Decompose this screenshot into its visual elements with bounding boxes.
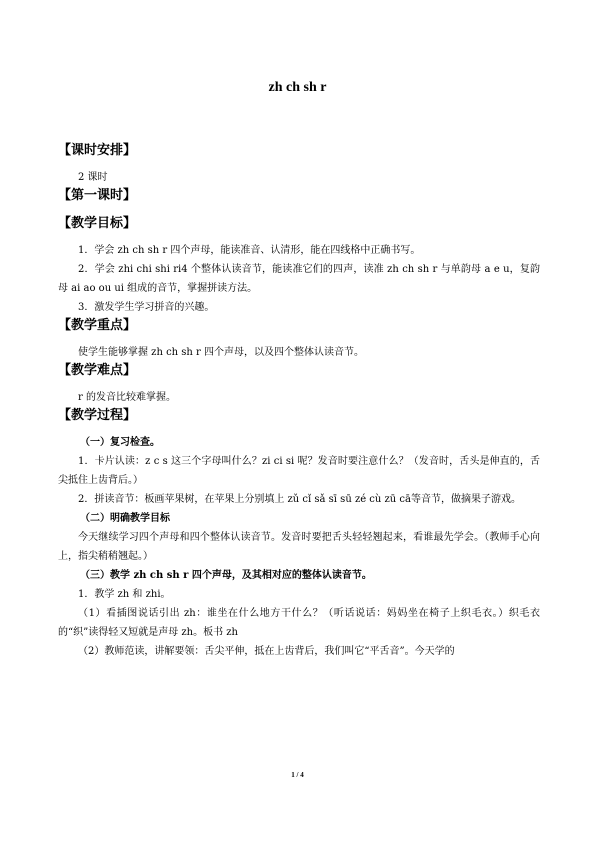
heading-goals: 【教学目标】 — [58, 216, 137, 231]
process-part3-item-1: 1．教学 zh 和 zhi。 — [78, 589, 171, 600]
heading-first-lesson: 【第一课时】 — [58, 188, 137, 203]
goal-item-2: 2．学会 zhi chi shi ri4 个整体认读音节，能读准它们的四声，读准 zh ch sh r 与单韵母 a e u，复韵母 ai ao ou ui 组成的音节，掌握拼读方法。 — [58, 264, 540, 294]
schedule-text: 2 课时 — [78, 172, 108, 183]
difficulties-text: r 的发音比较难掌握。 — [78, 392, 176, 403]
key-points-text: 使学生能够掌握 zh ch sh r 四个声母，以及四个整体认读音节。 — [78, 347, 364, 358]
process-part2-item-1: 今天继续学习四个声母和四个整体认读音节。发音时要把舌头轻轻翘起来，看谁最先学会。（教师手心向上，指尖稍稍翘起。） — [58, 532, 540, 562]
process-part1-title: （一）复习检查。 — [80, 437, 160, 448]
page-title: zh ch sh r — [268, 80, 327, 95]
heading-difficulties: 【教学难点】 — [58, 363, 137, 378]
process-part1-item-2: 2．拼读音节：板画苹果树，在苹果上分别填上 zǔ cǐ sǎ sī sū zé cù zū cā等音节，做摘果子游戏。 — [78, 494, 521, 505]
page-number: 1 / 4 — [291, 771, 304, 779]
process-part1-item-1: 1．卡片认读：z c s 这三个字母叫什么？zi ci si 呢？发音时要注意什么？（发音时，舌头是伸直的，舌尖抵住上齿背后。） — [58, 456, 540, 486]
document-body — [58, 142, 540, 661]
heading-process: 【教学过程】 — [58, 408, 137, 423]
process-part3-item-2: （1）看插图说话引出 zh：谁坐在什么地方干什么？（听话说话：妈妈坐在椅子上织毛衣。）织毛衣的“织”读得轻又短就是声母 zh。板书 zh — [58, 608, 540, 638]
heading-schedule: 【课时安排】 — [58, 143, 137, 158]
goal-item-3: 3．激发学生学习拼音的兴趣。 — [78, 302, 215, 313]
goal-item-1: 1．学会 zh ch sh r 四个声母，能读准音、认清形，能在四线格中正确书写。 — [78, 245, 421, 256]
process-part2-title: （二）明确教学目标 — [80, 513, 170, 524]
process-part3-item-3: （2）教师范读，讲解要领：舌尖平伸，抵在上齿背后，我们叫它“平舌音”。今天学的 — [78, 646, 455, 657]
process-part3-title: （三）教学 zh ch sh r 四个声母，及其相对应的整体认读音节。 — [80, 570, 372, 581]
heading-key-points: 【教学重点】 — [58, 318, 137, 333]
